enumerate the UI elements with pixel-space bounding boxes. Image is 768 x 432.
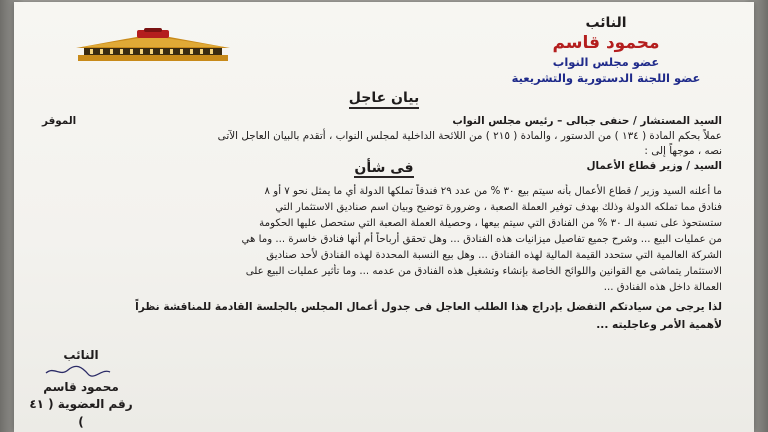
signature-title: النائب: [63, 348, 99, 362]
body-line: الشركة العالمية التي ستحدد القيمة المالية لهذه الفنادق ... وهل بيع النسبة المحددة لهذه الفنادق لأحد صناديق: [266, 250, 722, 261]
letterhead-role: عضو مجلس النواب: [552, 55, 660, 69]
document-heading: [14, 90, 754, 106]
letterhead-name: محمود قاسم: [552, 33, 660, 53]
letterhead-title: النائب: [585, 15, 627, 31]
body-text: [42, 184, 722, 296]
closing-line: لأهمية الأمر وعاجليته ...: [596, 319, 722, 331]
letterhead-committee: عضو اللجنة الدستورية والتشريعية: [511, 71, 701, 85]
body-line: ما أعلنه السيد وزير / قطاع الأعمال بأنه سيتم بيع ٣٠ % من عدد ٢٩ فندقاً تملكها الدولة أي ما يمثل نحو ٧ أو ٨: [264, 186, 722, 197]
body-line: فنادق مما تملكه الدولة وذلك بهدف توفير العملة الصعبة ، وضرورة توضيح وبيان اسم صناديق الاستثمار التي: [275, 202, 722, 213]
letterhead: [486, 14, 726, 86]
body-line: ستستحوذ على نسبة الـ ٣٠ % من الفنادق التي سيتم بيعها ، وحصيلة العملة الصعبة التي ستحصل عليها الحكومة: [259, 218, 722, 229]
heading-text: بيان عاجل: [349, 90, 419, 109]
body-line: من عمليات البيع ... وشرح جميع تفاصيل ميزانيات هذه الفنادق ... وهل تحقق أرباحاً أم أنها فنادق خاسرة ... وما هي: [241, 234, 722, 245]
closing-text: [42, 298, 722, 334]
letter-page: [14, 2, 754, 432]
handwritten-signature: [26, 363, 136, 379]
parliament-emblem-icon: [74, 28, 232, 62]
second-addressee: السيد / وزير قطاع الأعمال: [586, 160, 722, 172]
addressee-line: السيد المستشار / حنفى جبالى – رئيس مجلس النواب: [452, 115, 722, 127]
parliament-logo: [74, 28, 232, 62]
signature-scribble-icon: [26, 363, 136, 379]
membership-number: رقم العضوية ( ٤١ ): [29, 397, 133, 429]
closing-line: لذا يرجى من سيادتكم التفضل بإدراج هذا الطلب العاجل فى جدول أعمال المجلس بالجلسة القادمة للمناقشة نظراً: [135, 301, 722, 313]
respect-word: الموقر: [42, 115, 77, 127]
intro-line: عملاً بحكم المادة ( ١٣٤ ) من الدستور ، والمادة ( ٢١٥ ) من اللائحة الداخلية لمجلس النواب ، أتقدم بالبيان العاجل الآتى: [217, 130, 722, 142]
copy-to-line: نصه ، موجهاً إلى :: [644, 145, 722, 157]
about-heading-text: فى شأن: [354, 160, 414, 176]
body-line: العمالة داخل هذه الفنادق ...: [603, 282, 722, 293]
signature-name: محمود قاسم: [43, 380, 119, 394]
signature-block: [26, 347, 136, 431]
about-heading: [14, 160, 754, 176]
body-line: الاستثمار يتماشى مع القوانين واللوائح الخاصة بإنشاء وتشغيل هذه الفنادق من عدمه ... وما تأثير عمليات البيع على: [245, 266, 722, 277]
